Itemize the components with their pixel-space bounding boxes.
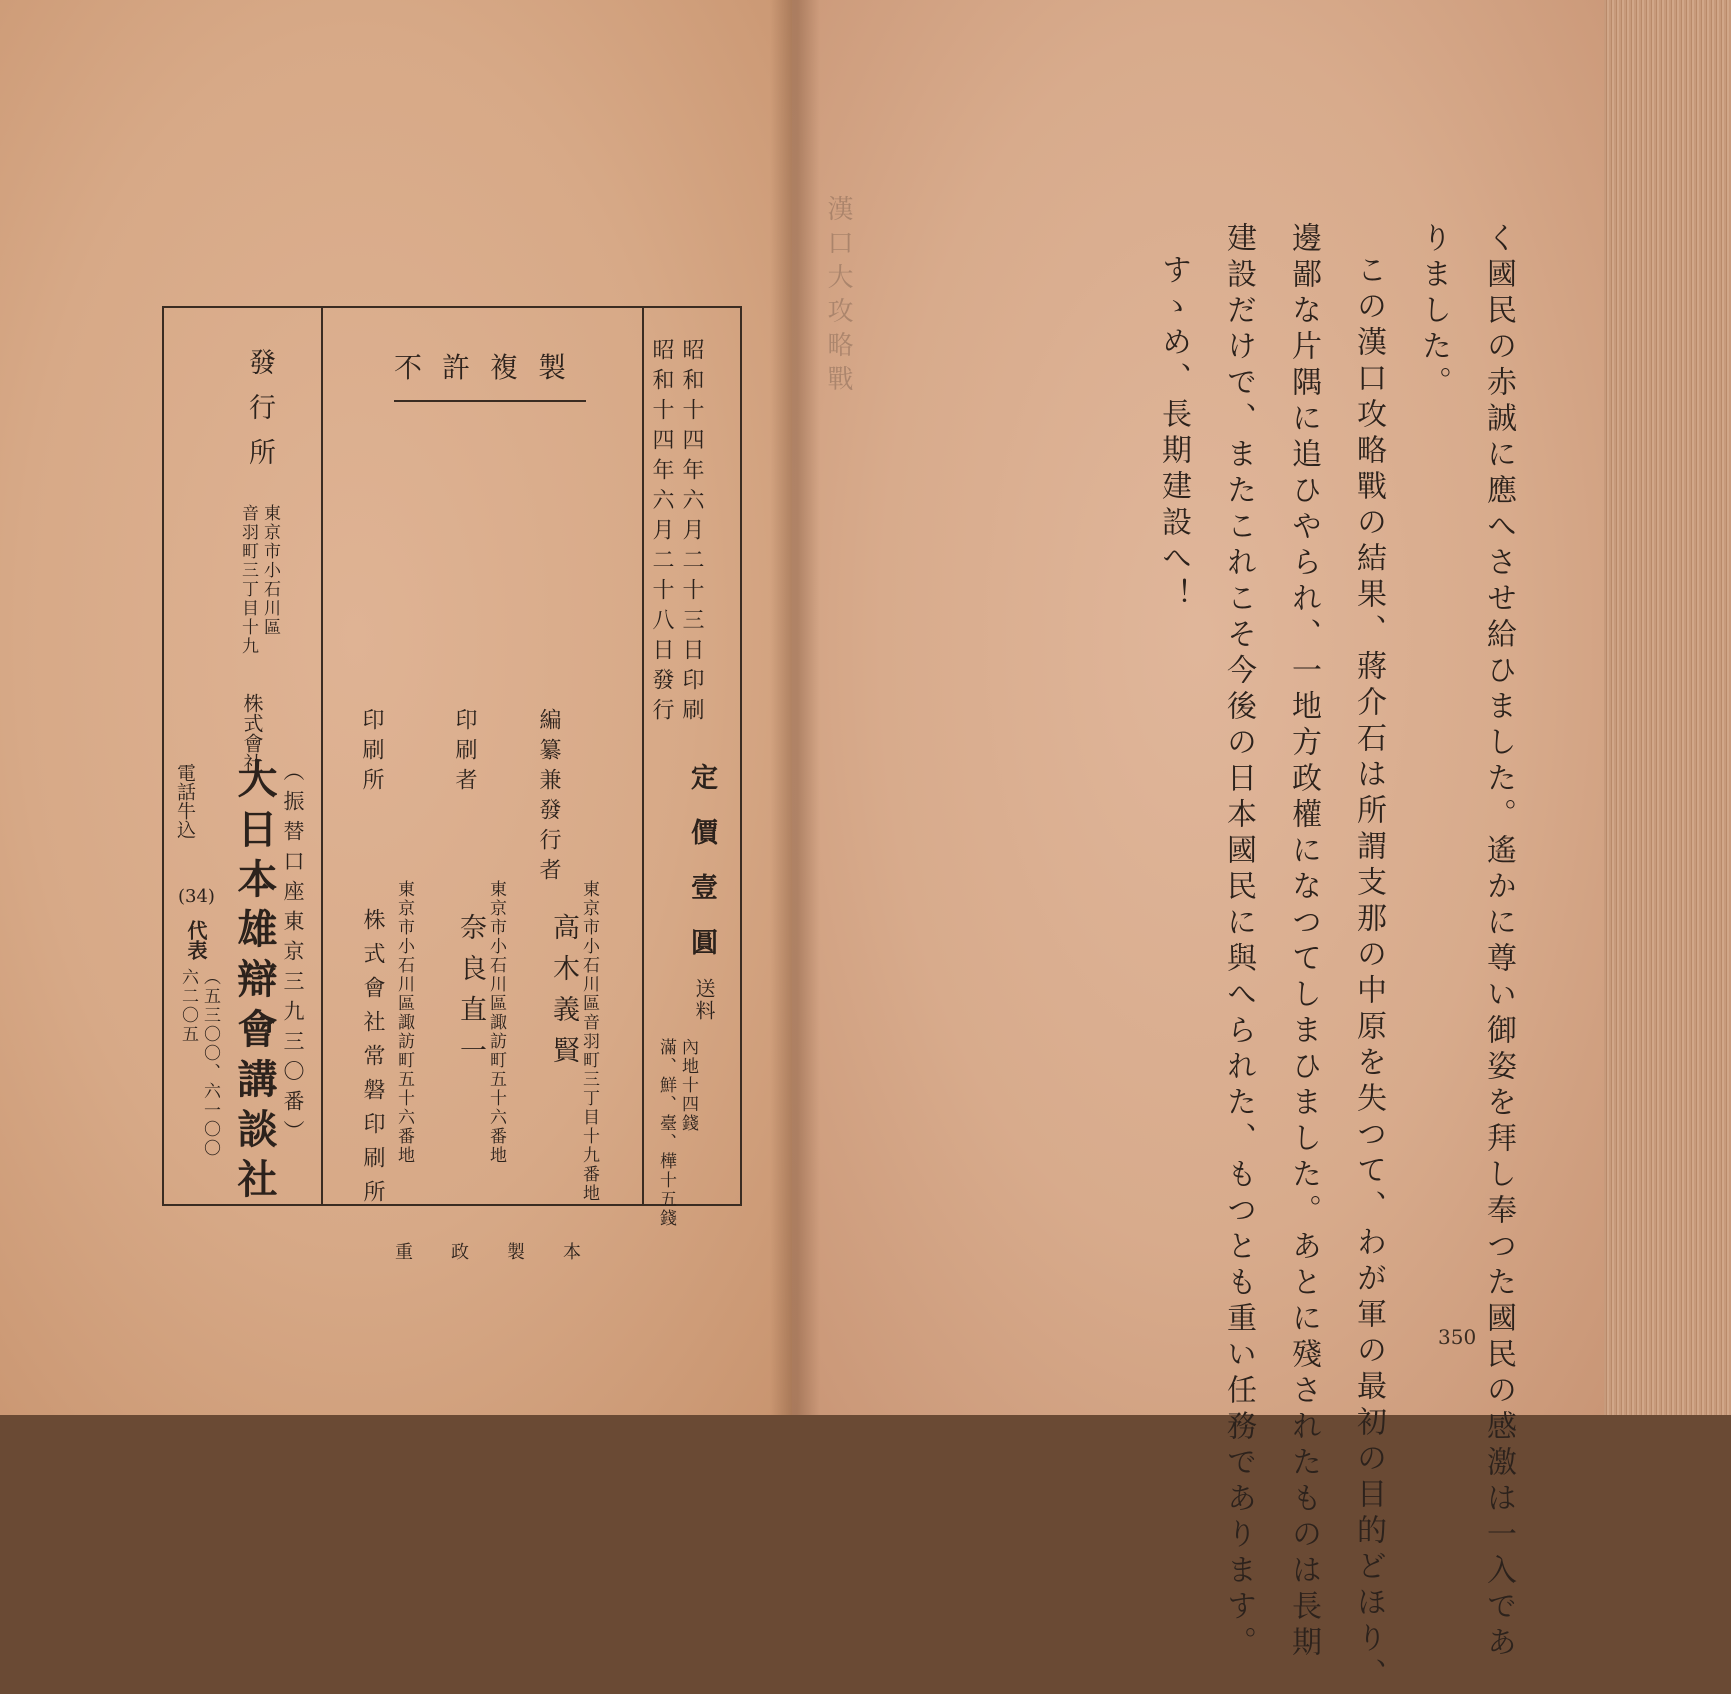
phone-rep: 代表 — [184, 920, 208, 960]
binding-credit: 重政製本 — [395, 1242, 619, 1263]
shipping-colonies: 滿、鮮、臺、樺十五錢 — [656, 1038, 676, 1228]
print-date: 昭和十四年六月二十三日印刷 — [679, 338, 704, 728]
publisher-role: 發行所 — [244, 348, 275, 483]
printer-role: 印刷者 — [452, 708, 477, 798]
editor-role: 編纂兼發行者 — [536, 708, 561, 888]
price-label: 定價壹圓 — [686, 763, 717, 983]
phone-label: 電話牛込 — [174, 763, 196, 839]
page-number: 350 — [1438, 1325, 1477, 1349]
phone-exchange: (34) — [178, 886, 215, 907]
publish-date: 昭和十四年六月二十八日發行 — [649, 338, 674, 728]
editor-address: 東京市小石川區音羽町三丁目十九番地 — [579, 880, 599, 1203]
colophon-divider-right — [642, 308, 644, 1204]
print-shop-role: 印刷所 — [359, 708, 384, 798]
colophon-divider-left — [321, 308, 323, 1204]
page-edges — [1604, 0, 1731, 1415]
body-text-column-1: く國民の赤誠に應へさせ給ひました。遙かに尊い御姿を拜し奉つた國民の感激は一入であ — [1481, 222, 1516, 1662]
phone-numbers-1: （五三〇〇、六一〇〇 — [200, 968, 220, 1158]
publisher-kabushiki: 株式會社 — [240, 693, 264, 773]
editor-name: 高木義賢 — [548, 913, 579, 1077]
transfer-account: （振替口座東京三九三〇番） — [281, 760, 305, 1150]
print-shop-name: 株式會社常磐印刷所 — [360, 908, 385, 1214]
shipping-inland: 內地十四錢 — [678, 1038, 698, 1133]
body-text-column-6: すゝめ、長期建設へ！ — [1156, 254, 1191, 614]
colophon-box — [162, 306, 742, 1228]
running-head: 漢口大攻略戰 — [823, 195, 853, 399]
phone-numbers-2: 六二〇五 — [178, 968, 198, 1044]
print-shop-address: 東京市小石川區諏訪町五十六番地 — [394, 880, 414, 1165]
body-text-column-4: 邊鄙な片隅に追ひやられ、一地方政權になつてしまひました。あとに殘されたものは長期 — [1286, 222, 1321, 1662]
no-copy-notice: 不許複製 — [394, 346, 586, 402]
book-gutter — [770, 0, 820, 1415]
shipping-label: 送料 — [692, 978, 716, 1022]
publisher-address-1: 東京市小石川區 — [260, 504, 280, 637]
printer-name: 奈良直一 — [455, 913, 486, 1077]
publisher-address-2: 音羽町三丁目十九 — [238, 504, 258, 656]
body-text-column-3: この漢口攻略戰の結果、蔣介石は所謂支那の中原を失つて、わが軍の最初の目的どほり、 — [1351, 254, 1386, 1694]
printer-address: 東京市小石川區諏訪町五十六番地 — [486, 880, 506, 1165]
body-text-column-2: りました。 — [1416, 222, 1451, 402]
publisher-name: 大日本雄辯會講談社 — [231, 758, 278, 1208]
body-text-column-5: 建設だけで、またこれこそ今後の日本國民に與へられた、もつとも重い任務であります。 — [1221, 222, 1256, 1662]
